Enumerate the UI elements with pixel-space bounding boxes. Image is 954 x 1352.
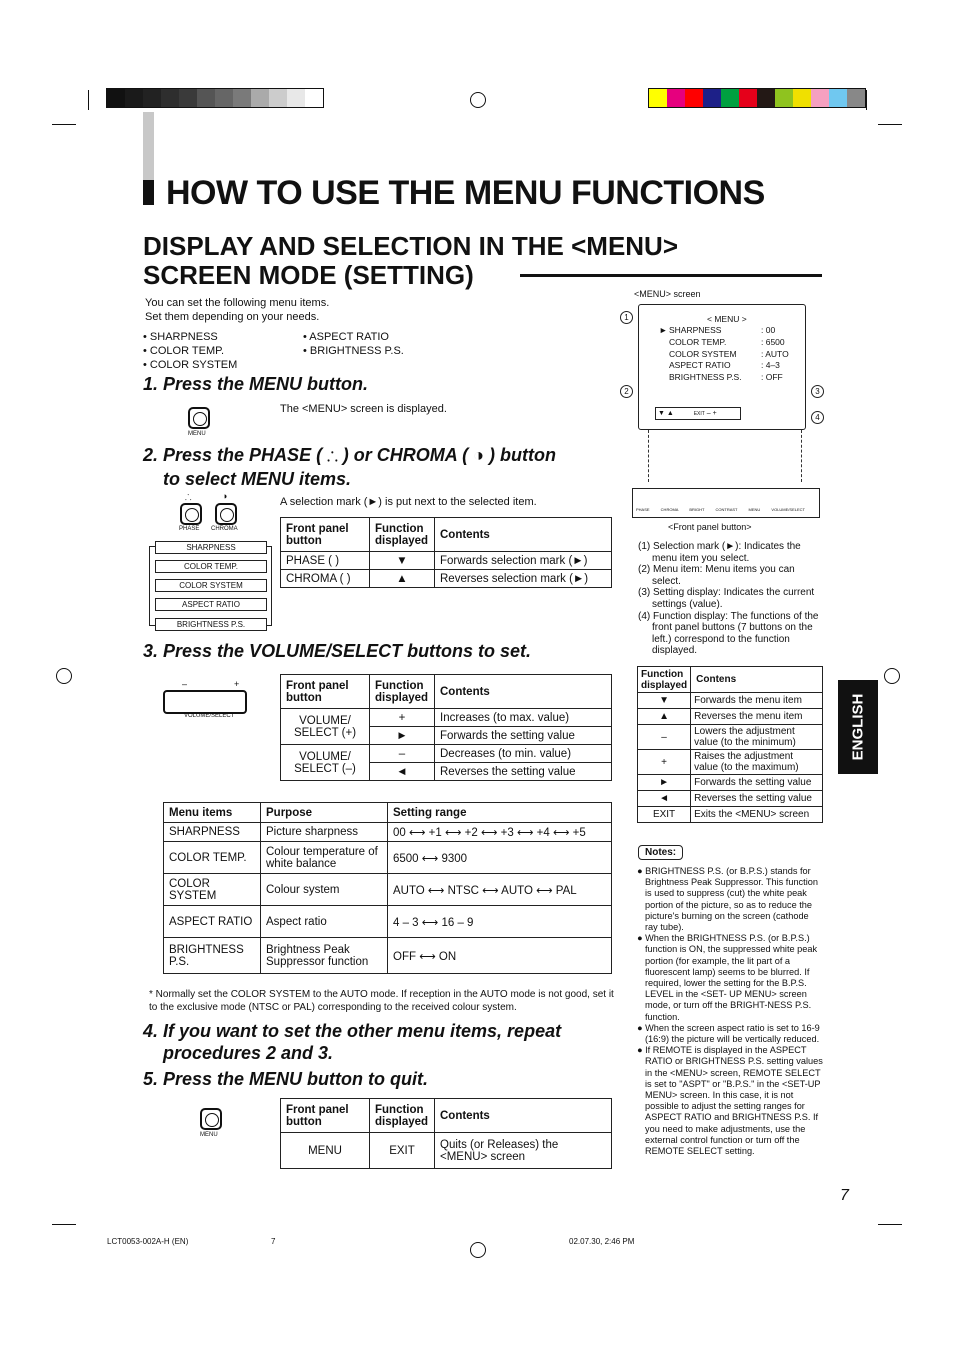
cell-function: ▼ [370, 552, 435, 570]
th-front-panel: Front panel button [281, 518, 370, 552]
cell-range: OFF ⟷ ON [388, 938, 612, 974]
th-function: Function displayed [370, 1099, 435, 1133]
cell-function: EXIT [370, 1133, 435, 1169]
legend-item: (4) Function display: The functions of the front panel buttons (7 buttons on the left.) correspond to the function displayed. [638, 610, 819, 657]
english-tab [838, 680, 878, 774]
intro-line1: You can set the following menu items. [145, 297, 330, 309]
front-panel-label: <Front panel button> [668, 522, 752, 532]
table-row: + Raises the adjustment value (to the maximum) [638, 750, 823, 775]
chroma-button[interactable] [215, 503, 237, 525]
intro-line2: Set them depending on your needs. [145, 311, 320, 323]
footer-right: 02.07.30, 2:46 PM [569, 1237, 635, 1246]
registration-mark [470, 92, 486, 108]
phase-icon: ⸫ [327, 449, 338, 464]
th-function: Function displayed [638, 667, 691, 693]
color-swatch [649, 89, 667, 107]
th-function: Function displayed [370, 675, 435, 709]
cell-menu-item: ASPECT RATIO [164, 906, 261, 938]
cell-contents: Forwards selection mark (►) [435, 552, 612, 570]
color-swatch [197, 89, 215, 107]
exit-small: EXIT [693, 411, 705, 417]
cell-button: PHASE ( ) [281, 552, 370, 570]
th-front-panel: Front panel button [281, 1099, 370, 1133]
registration-mark [470, 1242, 486, 1258]
color-swatch [161, 89, 179, 107]
registration-mark [884, 668, 900, 684]
th-contents: Contents [435, 1099, 612, 1133]
notes-label: Notes: [638, 845, 683, 860]
th-contens: Contens [691, 667, 823, 693]
front-panel-labels: PHASE CHROMA BRIGHT CONTRAST MENU VOLUME/SELECT [636, 507, 805, 512]
th-contents: Contents [435, 518, 612, 552]
legend-item: (1) Selection mark (►): Indicates the menu item you select. [638, 541, 801, 564]
step2-text: 2. Press the PHASE ( [143, 445, 323, 465]
table-exit [280, 1098, 612, 1169]
cell-contents: Reverses selection mark (►) [435, 570, 612, 588]
table-phase-chroma [280, 517, 612, 588]
cell-range: 6500 ⟷ 9300 [388, 842, 612, 874]
color-swatch [287, 89, 305, 107]
th-contents: Contents [435, 675, 612, 709]
menu-screen-label: <MENU> screen [634, 289, 701, 299]
cell-function: ▲ [370, 570, 435, 588]
table-volume-select [280, 674, 612, 781]
volume-select-label: VOLUME/SELECT [184, 713, 235, 719]
cell-menu-item: COLOR TEMP. [164, 842, 261, 874]
color-swatch [305, 89, 323, 107]
flow-item: COLOR TEMP. [155, 560, 267, 573]
color-bar [648, 88, 866, 108]
footnote: * Normally set the COLOR SYSTEM to the AUTO mode. If reception in the AUTO mode is not good, set it to the exclusive mode (NTSC or PAL) corresponding to the received colour system. [149, 989, 614, 1013]
color-swatch [143, 89, 161, 107]
table-menu-items [163, 802, 612, 974]
crop-mark [866, 90, 867, 110]
bullet-item: • SHARPNESS [143, 331, 218, 343]
color-swatch [215, 89, 233, 107]
cell-function: ◄ [370, 763, 435, 781]
menu-screen-head: < MENU > [707, 314, 747, 324]
bullet-item: • COLOR TEMP. [143, 345, 225, 357]
callout-4: 4 [811, 411, 824, 424]
function-display [655, 407, 741, 420]
table-row: ◄ Reverses the setting value [638, 791, 823, 807]
cell-function: ► [370, 727, 435, 745]
color-swatch [107, 89, 125, 107]
gray-color-bar [106, 88, 324, 108]
color-swatch [811, 89, 829, 107]
table-row: ► Forwards the setting value [638, 775, 823, 791]
minus-icon: – [706, 410, 711, 417]
section-title-line1: DISPLAY AND SELECTION IN THE <MENU> [143, 231, 679, 261]
title-rule [520, 274, 822, 277]
step2-text: ) button [489, 445, 556, 465]
th-setting-range: Setting range [388, 803, 612, 823]
volume-minus-label: – [182, 679, 188, 689]
crop-mark [878, 1224, 902, 1225]
cell-range: 00 ⟷ +1 ⟷ +2 ⟷ +3 ⟷ +4 ⟷ +5 [388, 823, 612, 842]
bullets-left [143, 330, 237, 372]
phase-top-icon: ⸫ [185, 493, 192, 502]
intro [145, 296, 329, 324]
crop-mark [878, 124, 902, 125]
flow-loop-line [149, 546, 155, 626]
color-swatch [757, 89, 775, 107]
footer-mid: 7 [271, 1237, 276, 1246]
cell-menu-item: COLOR SYSTEM [164, 874, 261, 906]
page-number: 7 [840, 1187, 849, 1204]
footer-left: LCT0053-002A-H (EN) [107, 1237, 189, 1246]
cell-purpose: Colour system [261, 874, 388, 906]
crop-mark [88, 90, 89, 110]
color-swatch [847, 89, 865, 107]
color-swatch [685, 89, 703, 107]
callout-1: 1 [620, 311, 633, 324]
color-swatch [721, 89, 739, 107]
cell-function: + [370, 709, 435, 727]
th-front-panel: Front panel button [281, 675, 370, 709]
flow-item: COLOR SYSTEM [155, 579, 267, 592]
th-function: Function displayed [370, 518, 435, 552]
front-panel-strip [632, 488, 820, 518]
step2-text: to select MENU items. [163, 469, 352, 489]
cell-purpose: Aspect ratio [261, 906, 388, 938]
menu-screen-item: COLOR SYSTEM : AUTO [669, 348, 789, 359]
color-swatch [179, 89, 197, 107]
step2-text: ) or CHROMA ( [342, 445, 469, 465]
cell-button: CHROMA ( ) [281, 570, 370, 588]
volume-select-button[interactable] [163, 690, 247, 714]
chroma-button-label: CHROMA [211, 526, 238, 532]
bullet-item: • COLOR SYSTEM [143, 359, 238, 371]
cell-range: 4 – 3 ⟷ 16 – 9 [388, 906, 612, 938]
color-swatch [829, 89, 847, 107]
table-row: EXIT Exits the <MENU> screen [638, 807, 823, 823]
cell-button: VOLUME/ SELECT (–) [281, 745, 370, 781]
color-swatch [775, 89, 793, 107]
cell-contents: Increases (to max. value) [435, 709, 612, 727]
title-block [143, 180, 154, 205]
note-item: ● When the screen aspect ratio is set to 16-9 (16:9) the picture will be vertically reduced. [637, 1022, 820, 1045]
section-title [143, 232, 678, 290]
bullet-item: • BRIGHTNESS P.S. [303, 345, 404, 357]
color-swatch [739, 89, 757, 107]
th-menu-items: Menu items [164, 803, 261, 823]
color-swatch [233, 89, 251, 107]
menu-button[interactable] [188, 407, 210, 429]
chroma-top-icon: ◑ [222, 491, 228, 501]
cell-contents: Forwards the setting value [435, 727, 612, 745]
legend-item: (2) Menu item: Menu items you can select. [638, 564, 795, 587]
crop-mark [52, 124, 76, 125]
table-row: ▼ Forwards the menu item [638, 693, 823, 709]
note-item: ● BRIGHTNESS P.S. (or B.P.S.) stands for Brightness Peak Suppressor. This function is used to suppress (cut) the white peak portion of the picture, so as to reduce the picture's burning on the screen (cathode ray tube). [637, 866, 818, 933]
menu-screen-item: ASPECT RATIO : 4–3 [669, 360, 780, 371]
english-tab-label: ENGLISH [849, 693, 867, 761]
table-row: – Lowers the adjustment value (to the minimum) [638, 725, 823, 750]
flow-item: SHARPNESS [155, 541, 267, 554]
note-item: ● When the BRIGHTNESS P.S. (or B.P.S.) function is ON, the suppressed white peak portion (for example, the lit part of a fluorescent lamp) seems to be blurred. If required, lower the setting for the B.P.S. LEVEL in the <SET- UP MENU> screen mode, or turn off the BRIGHT-NESS P.S. function. [637, 933, 818, 1022]
notes [637, 866, 823, 1157]
page-title: HOW TO USE THE MENU FUNCTIONS [166, 174, 765, 212]
section-title-line2: SCREEN MODE (SETTING) [143, 260, 474, 290]
step2-note: A selection mark (►) is put next to the selected item. [280, 496, 537, 508]
crop-mark [52, 1224, 76, 1225]
menu-quit-label: MENU [200, 1132, 218, 1138]
legend [638, 541, 824, 657]
table-row: ▲ Reverses the menu item [638, 709, 823, 725]
registration-mark [56, 668, 72, 684]
flow-item: BRIGHTNESS P.S. [155, 618, 267, 631]
bullet-item: • ASPECT RATIO [303, 331, 389, 343]
cell-range: AUTO ⟷ NTSC ⟷ AUTO ⟷ PAL [388, 874, 612, 906]
cell-button: MENU [281, 1133, 370, 1169]
cell-menu-item: SHARPNESS [164, 823, 261, 842]
step1-note: The <MENU> screen is displayed. [280, 403, 447, 415]
table-function-display [637, 666, 823, 823]
note-item: ● If REMOTE is displayed in the ASPECT RATIO or BRIGHTNESS P.S. setting values in the <MENU> screen, REMOTE SELECT is set to "ASPT" or "B.P.S." in the <SET-UP MENU> screen. In this case, it is not possible to adjust the setting ranges for ASPECT RATIO and BRIGHTNESS P.S. If you need to make adjustments, use the external control function or turn off the REMOTE SELECT setting. [637, 1045, 823, 1157]
volume-plus-label: + [234, 679, 240, 689]
phase-button[interactable] [180, 503, 202, 525]
cell-button: VOLUME/ SELECT (+) [281, 709, 370, 745]
menu-screen-item: COLOR TEMP. : 6500 [669, 336, 785, 347]
menu-screen-item: SHARPNESS : 00 [669, 325, 776, 335]
flow-item: ASPECT RATIO [155, 598, 267, 611]
menu-screen-item: BRIGHTNESS P.S. : OFF [669, 372, 783, 383]
phase-button-label: PHASE [179, 526, 200, 532]
color-swatch [793, 89, 811, 107]
color-swatch [125, 89, 143, 107]
cell-menu-item: BRIGHTNESS P.S. [164, 938, 261, 974]
step4-title [143, 1020, 561, 1064]
menu-button-label: MENU [188, 431, 206, 437]
cell-contents: Quits (or Releases) the <MENU> screen [435, 1133, 612, 1169]
cell-purpose: Brightness Peak Suppressor function [261, 938, 388, 974]
cell-contents: Decreases (to min. value) [435, 745, 612, 763]
down-arrow-icon: ▼ ▲ [656, 410, 674, 417]
color-swatch [251, 89, 269, 107]
color-swatch [703, 89, 721, 107]
selection-mark-icon: ► [659, 325, 668, 335]
bullets-right [303, 330, 404, 358]
cell-function: – [370, 745, 435, 763]
cell-purpose: Picture sharpness [261, 823, 388, 842]
menu-quit-button[interactable] [200, 1108, 222, 1130]
color-swatch [667, 89, 685, 107]
legend-item: (3) Setting display: Indicates the current settings (value). [638, 587, 815, 610]
step2-title [143, 444, 556, 490]
step1-title: 1. Press the MENU button. [143, 374, 369, 394]
th-purpose: Purpose [261, 803, 388, 823]
step4-line1: 4. If you want to set the other menu items, repeat [143, 1021, 562, 1041]
flow-loop-line [266, 546, 272, 626]
step5-title: 5. Press the MENU button to quit. [143, 1069, 429, 1089]
cell-purpose: Colour temperature of white balance [261, 842, 388, 874]
chroma-icon: ◑ [473, 445, 484, 465]
menu-screen [638, 304, 806, 430]
plus-icon: + [712, 410, 717, 417]
callout-2: 2 [620, 385, 633, 398]
connector-lines [648, 430, 802, 482]
cell-contents: Reverses the setting value [435, 763, 612, 781]
step4-line2: procedures 2 and 3. [163, 1043, 334, 1063]
color-swatch [269, 89, 287, 107]
callout-3: 3 [811, 385, 824, 398]
step3-title: 3. Press the VOLUME/SELECT buttons to set. [143, 641, 532, 661]
